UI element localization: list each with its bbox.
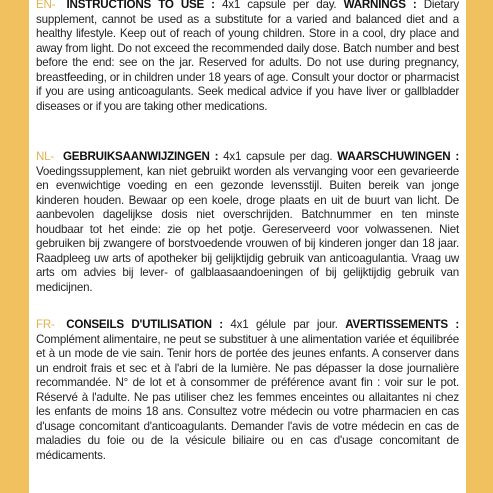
english-instructions-heading: INSTRUCTIONS TO USE :: [66, 0, 215, 11]
french-instructions-heading: CONSEILS D'UTILISATION :: [66, 318, 223, 331]
label-text-panel: [29, 0, 466, 493]
english-warnings-heading: WARNINGS :: [343, 0, 417, 11]
english-instructions-section: [36, 0, 459, 114]
dutch-instructions-section: [36, 150, 459, 295]
dutch-warnings-text: Voedingssupplement, kan niet gebruikt worden als vervanging voor een gevarieerde en evenwichtige voeding en een gezonde levensstijl. Buiten bereik van jonge kinderen houden. Bewaar op een koele, droge plaats en uit de buurt van licht. De aanbevolen dagelijkse dosis niet overschrijden. Batchnummer en ten minste houdbaar tot het einde: zie op het potje. Gereserveerd voor volwassenen. Niet gebruiken bij zwangere of borstvoedende vrouwen of bij kinderen jonger dan 18 jaar. Raadpleeg uw arts of apotheker bij gelijktijdig gebruik van anticoagulantia. Vraag uw arts om advies bij lever- of galblaasaandoeningen of bij gelijktijdig gebruik van medicijnen.: [36, 164, 459, 294]
dutch-instructions-heading: GEBRUIKSAANWIJZINGEN :: [62, 150, 219, 163]
dutch-warnings-heading: WAARSCHUWINGEN :: [337, 150, 459, 163]
dutch-instructions-text: 4x1 capsule per dag.: [223, 150, 333, 163]
french-instructions-text: 4x1 gélule par jour.: [230, 318, 338, 331]
dutch-language-code: NL-: [36, 150, 55, 163]
french-language-code: FR-: [36, 318, 55, 331]
french-warnings-heading: AVERTISSEMENTS :: [345, 318, 459, 331]
english-language-code: EN-: [36, 0, 56, 11]
english-instructions-text: 4x1 capsule per day.: [222, 0, 337, 11]
french-instructions-section: [36, 318, 459, 463]
english-warnings-text: Dietary supplement, cannot be used as a substitute for a varied and balanced diet and a healthy lifestyle. Keep out of reach of young children. Store in a cool, dry place and away from light. Do not exceed the recommended daily dose. Batch number and best before the end: see on the jar. Reserved for adults. Do not use during pregnancy, breastfeeding, or in children under 18 years of age. Consult your doctor or pharmacist if you are using anticoagulants. Seek medical advice if you have liver or gallbladder diseases or if you are taking other medications.: [36, 0, 460, 113]
french-warnings-text: Complément alimentaire, ne peut se substituer à une alimentation variée et équilibrée et à un mode de vie sain. Tenir hors de portée des jeunes enfants. A conserver dans un endroit frais et sec et à l'abri de la lumière. Ne pas dépasser la dose journalière recommandée. N° de lot et à consommer de préférence avant fin : voir sur le pot. Réservé à l'adulte. Ne pas utiliser chez les femmes enceintes ou allaitantes ni chez les enfants de moins 18 ans. Consultez votre médecin ou votre pharmacien en cas d'usage concomitant d'anticoagulants. Demander l'avis de votre médecin en cas de maladies du foie ou de la vésicule biliaire ou en cas d'usage concomitant de médicaments.: [36, 332, 459, 462]
